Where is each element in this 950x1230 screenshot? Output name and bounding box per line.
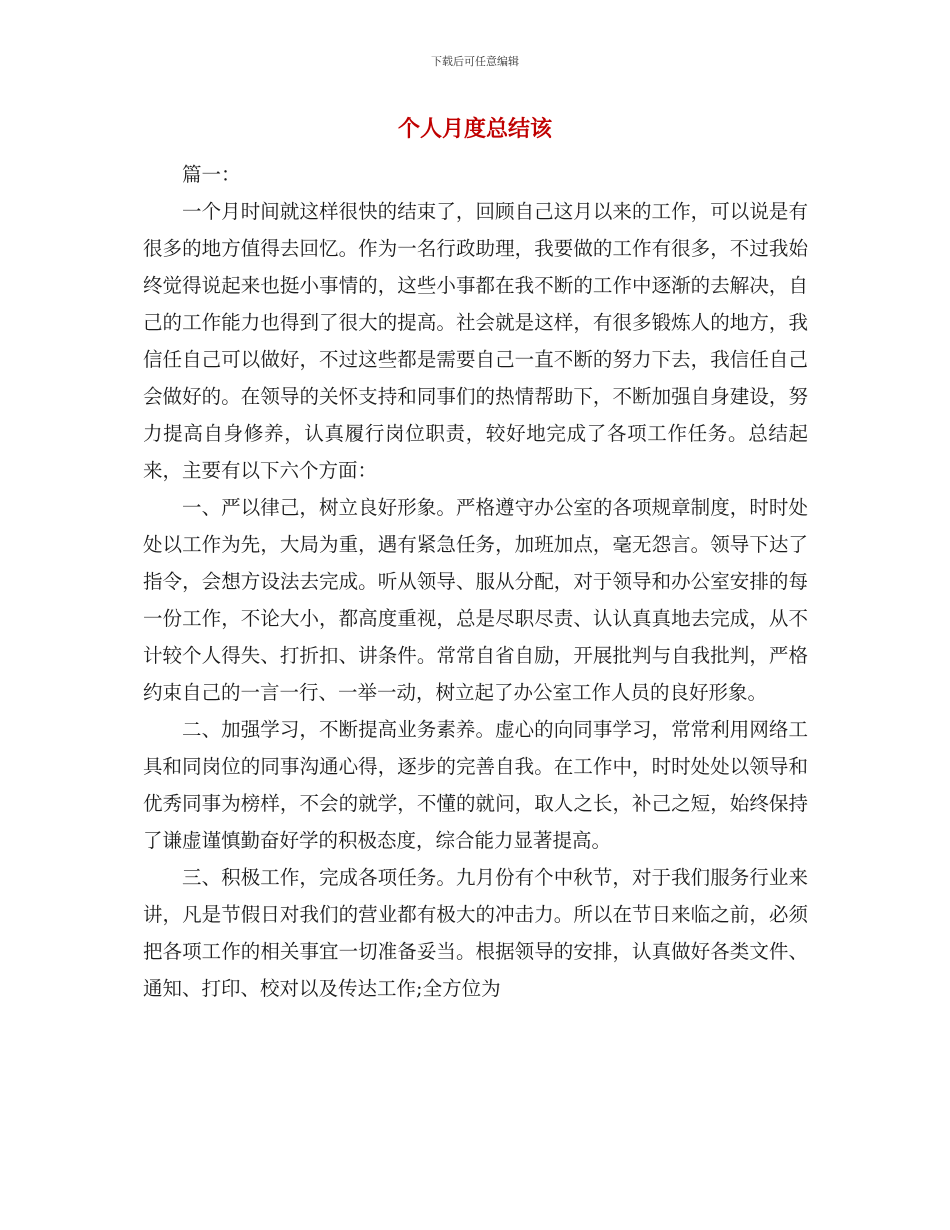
page-header-note: 下载后可任意编辑 bbox=[431, 55, 519, 68]
document-body bbox=[143, 156, 808, 1007]
paragraph-intro: 一个月时间就这样很快的结束了，回顾自己这月以来的工作，可以说是有很多的地方值得去回忆。作为一名行政助理，我要做的工作有很多，不过我始终觉得说起来也挺小事情的，这些小事都在我不断的工作中逐渐的去解决，自己的工作能力也得到了很大的提高。社会就是这样，有很多锻炼人的地方，我信任自己可以做好，不过这些都是需要自己一直不断的努力下去，我信任自己会做好的。在领导的关怀支持和同事们的热情帮助下，不断加强自身建设，努力提高自身修养，认真履行岗位职责，较好地完成了各项工作任务。总结起来，主要有以下六个方面： bbox=[143, 200, 808, 482]
document-title: 个人月度总结该 bbox=[397, 116, 552, 142]
section-label: 篇一： bbox=[182, 163, 241, 186]
paragraph-point-2: 二、加强学习，不断提高业务素养。虚心的向同事学习，常常利用网络工具和同岗位的同事沟通心得，逐步的完善自我。在工作中，时时处处以领导和优秀同事为榜样，不会的就学，不懂的就问，取人之长，补己之短，始终保持了谦虚谨慎勤奋好学的积极态度，综合能力显著提高。 bbox=[143, 718, 808, 852]
paragraph-point-3: 三、积极工作，完成各项任务。九月份有个中秋节，对于我们服务行业来讲，凡是节假日对我们的营业都有极大的冲击力。所以在节日来临之前，必须把各项工作的相关事宜一切准备妥当。根据领导的安排，认真做好各类文件、通知、打印、校对以及传达工作;全方位为 bbox=[143, 866, 808, 1000]
paragraph-point-1: 一、严以律己，树立良好形象。严格遵守办公室的各项规章制度，时时处处以工作为先，大局为重，遇有紧急任务，加班加点，毫无怨言。领导下达了指令，会想方设法去完成。听从领导、服从分配，对于领导和办公室安排的每一份工作，不论大小，都高度重视，总是尽职尽责、认认真真地去完成，从不计较个人得失、打折扣、讲条件。常常自省自励，开展批判与自我批判，严格约束自己的一言一行、一举一动，树立起了办公室工作人员的良好形象。 bbox=[143, 496, 808, 704]
